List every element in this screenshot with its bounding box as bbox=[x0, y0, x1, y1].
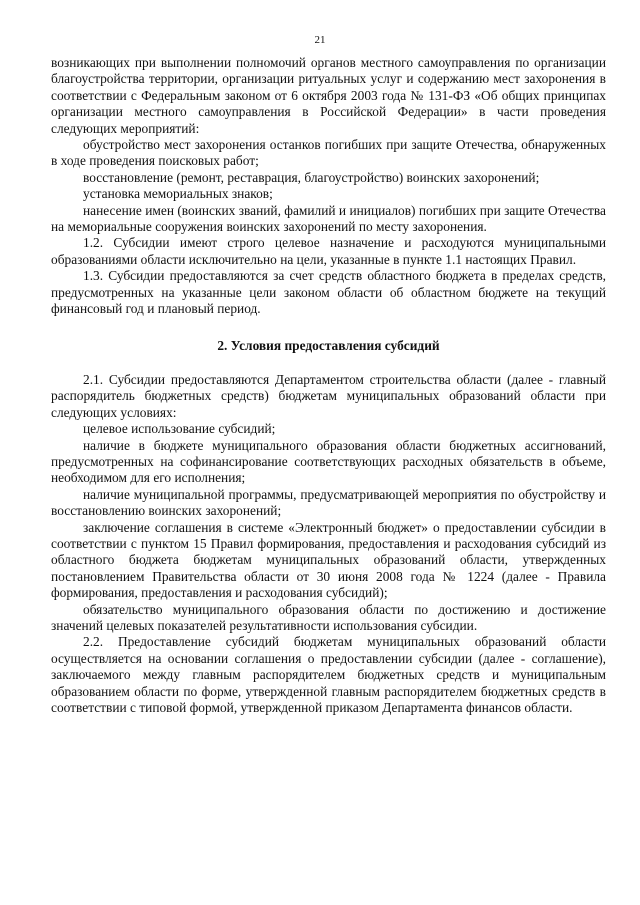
condition-item: наличие в бюджете муниципального образования области бюджетных ассигнований, предусмотренных на софинансирование соответствующих расходных обязательств в объеме, необходимом для его исполнения; bbox=[51, 437, 606, 486]
section-2-heading: 2. Условия предоставления субсидий bbox=[217, 337, 440, 353]
condition-item: наличие муниципальной программы, предусматривающей мероприятия по обустройству и восстановлению воинских захоронений; bbox=[51, 486, 606, 519]
page-number: 21 bbox=[314, 34, 326, 46]
activity-item: установка мемориальных знаков; bbox=[83, 186, 273, 202]
condition-item: заключение соглашения в системе «Электронный бюджет» о предоставлении субсидии в соответствии с пунктом 15 Правил формирования, предоставления и расходования субсидий из областного бюджета бюджетам муниципальных образований области, утвержденных постановлением Правительства области от 30 июня 2008 года № 1224 (далее - Правила формирования, предоставления и расходования субсидий); bbox=[51, 519, 606, 601]
activity-item: восстановление (ремонт, реставрация, благоустройство) воинских захоронений; bbox=[83, 169, 540, 185]
document-body bbox=[51, 55, 606, 716]
clause-2-2: 2.2. Предоставление субсидий бюджетам муниципальных образований области осуществляется на основании соглашения о предоставлении субсидии (далее - соглашение), заключаемого между главным распорядителем бюджетных средств и муниципальным образованием области по форме, утвержденной главным распорядителем бюджетных средств в соответствии с типовой формой, утвержденной приказом Департамента финансов области. bbox=[51, 634, 606, 716]
condition-item: целевое использование субсидий; bbox=[83, 421, 276, 437]
clause-2-1: 2.1. Субсидии предоставляются Департаментом строительства области (далее - главный распорядитель бюджетных средств) бюджетам муниципальных образований области при следующих условиях: bbox=[51, 371, 606, 420]
intro-paragraph: возникающих при выполнении полномочий органов местного самоуправления по организации благоустройства территории, организации ритуальных услуг и содержанию мест захоронения в соответствии с Федеральным законом от 6 октября 2003 года № 131-ФЗ «Об общих принципах организации местного самоуправления в Российской Федерации» в части проведения следующих мероприятий: bbox=[51, 55, 606, 136]
clause-1-2: 1.2. Субсидии имеют строго целевое назначение и расходуются муниципальными образованиями области исключительно на цели, указанные в пункте 1.1 настоящих Правил. bbox=[51, 235, 606, 267]
condition-item: обязательство муниципального образования области по достижению и достижение значений целевых показателей результативности использования субсидии. bbox=[51, 601, 606, 633]
activity-item: нанесение имен (воинских званий, фамилий и инициалов) погибших при защите Отечества на мемориальные сооружения воинских захоронений по месту захоронения. bbox=[51, 202, 606, 235]
clause-1-3: 1.3. Субсидии предоставляются за счет средств областного бюджета в пределах средств, предусмотренных на указанные цели законом области об областном бюджете на текущий финансовый год и плановый период. bbox=[51, 268, 606, 317]
activity-item: обустройство мест захоронения останков погибших при защите Отечества, обнаруженных в ходе проведения поисковых работ; bbox=[51, 137, 606, 169]
